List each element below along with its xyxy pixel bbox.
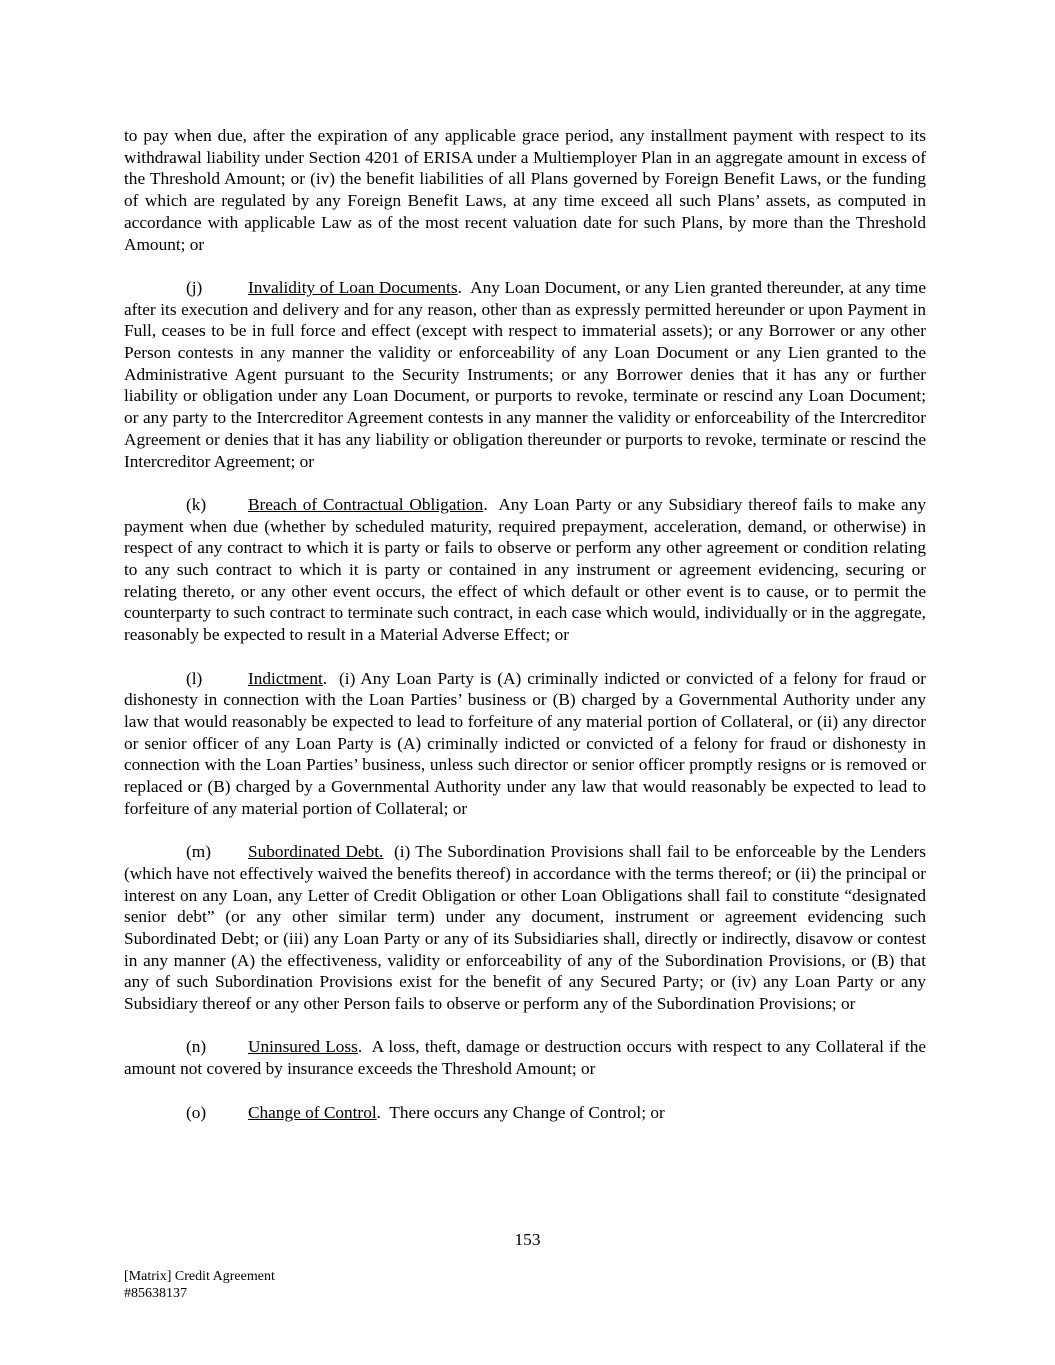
section-heading: Change of Control — [248, 1102, 377, 1122]
section-n — [124, 1036, 926, 1079]
footer — [124, 1268, 275, 1302]
section-text: Any Loan Document, or any Lien granted thereunder, at any time after its execution and delivery and for any reason, other than as expressly permitted hereunder or upon Payment in Full, ceases to be in full force and effect (except with respect to immaterial assets); or any Borrower or any other Person contests in any manner the validity or enforceability of any Loan Document or any Lien granted to the Administrative Agent pursuant to the Security Instruments; or any Borrower denies that it has any or further liability or obligation under any Loan Document, or purports to revoke, terminate or rescind any Loan Document; or any party to the Intercreditor Agreement contests in any manner the validity or enforceability of the Intercreditor Agreement or denies that it has any liability or obligation thereunder or purports to revoke, terminate or rescind the Intercreditor Agreement; or — [124, 277, 926, 471]
section-label: (k) — [186, 494, 207, 514]
section-o — [124, 1102, 926, 1124]
section-separator — [383, 842, 394, 861]
section-heading: Breach of Contractual Obligation — [248, 494, 484, 514]
section-text: A loss, theft, damage or destruction occurs with respect to any Collateral if the amount not covered by insurance exceeds the Threshold Amount; or — [124, 1037, 926, 1079]
section-separator: . — [376, 1102, 390, 1122]
section-separator: . — [357, 1037, 372, 1057]
section-k — [124, 494, 926, 646]
section-l — [124, 668, 926, 820]
section-label: (n) — [186, 1037, 207, 1057]
section-label: (l) — [186, 668, 203, 688]
section-text: There occurs any Change of Control; or — [389, 1102, 665, 1122]
section-label: (j) — [186, 277, 203, 297]
section-heading: Uninsured Loss — [248, 1037, 358, 1057]
footer-title: [Matrix] Credit Agreement — [124, 1269, 275, 1284]
section-text: Any Loan Party or any Subsidiary thereof fails to make any payment when due (whether by scheduled maturity, required prepayment, acceleration, demand, or otherwise) in respect of any contract to which it is party or fails to observe or perform any other agreement or condition relating to any such contract to which it is party or contained in any instrument or agreement evidencing, securing or relating thereto, or any other event occurs, the effect of which default or other event is to cause, or to permit the counterparty to such contract to terminate such contract, in each case which would, individually or in the aggregate, reasonably be expected to result in a Material Adverse Effect; or — [124, 494, 926, 645]
footer-doc-id: #85638137 — [124, 1286, 187, 1301]
page-number: 153 — [514, 1230, 541, 1249]
document-body — [124, 125, 926, 1145]
section-separator: . — [322, 668, 340, 688]
section-text: (i) Any Loan Party is (A) criminally indicted or convicted of a felony for fraud or dishonesty in connection with the Loan Parties’ business or (B) charged by a Governmental Authority under any law that would reasonably be expected to lead to forfeiture of any material portion of Collateral, or (ii) any director or senior officer of any Loan Party is (A) criminally indicted or convicted of a felony for fraud or dishonesty in connection with the Loan Parties’ business, unless such director or senior officer promptly resigns or is removed or replaced or (B) charged by a Governmental Authority under any law that would reasonably be expected to lead to forfeiture of any material portion of Collateral; or — [124, 668, 926, 818]
section-heading: Invalidity of Loan Documents — [248, 277, 458, 297]
section-j — [124, 277, 926, 472]
section-heading: Indictment — [248, 668, 323, 688]
intro-paragraph: to pay when due, after the expiration of any applicable grace period, any installment payment with respect to its withdrawal liability under Section 4201 of ERISA under a Multiemployer Plan in an aggregate amount in excess of the Threshold Amount; or (iv) the benefit liabilities of all Plans governed by Foreign Benefit Laws, or the funding of which are regulated by any Foreign Benefit Laws, at any time exceed all such Plans’ assets, as computed in accordance with applicable Law as of the most recent valuation date for such Plans, by more than the Threshold Amount; or — [124, 126, 926, 254]
section-label: (m) — [186, 842, 211, 862]
section-heading: Subordinated Debt. — [248, 842, 384, 862]
section-m — [124, 841, 926, 1015]
sections — [124, 277, 926, 1123]
section-text: (i) The Subordination Provisions shall fail to be enforceable by the Lenders (which have not effectively waived the benefits thereof) in accordance with the terms thereof; or (ii) the principal or interest on any Loan, any Letter of Credit Obligation or other Loan Obligations shall fail to constitute “designated senior debt” (or any other similar term) under any document, instrument or agreement evidencing such Subordinated Debt; or (iii) any Loan Party or any of its Subsidiaries shall, directly or indirectly, disavow or contest in any manner (A) the effectiveness, validity or enforceability of any of the Subordination Provisions, or (B) that any of such Subordination Provisions exist for the benefit of any Secured Party; or (iv) any Loan Party or any Subsidiary thereof or any other Person fails to observe or perform any of the Subordination Provisions; or — [124, 842, 926, 1014]
section-separator: . — [457, 277, 471, 297]
section-separator: . — [483, 494, 499, 514]
section-label: (o) — [186, 1102, 207, 1122]
